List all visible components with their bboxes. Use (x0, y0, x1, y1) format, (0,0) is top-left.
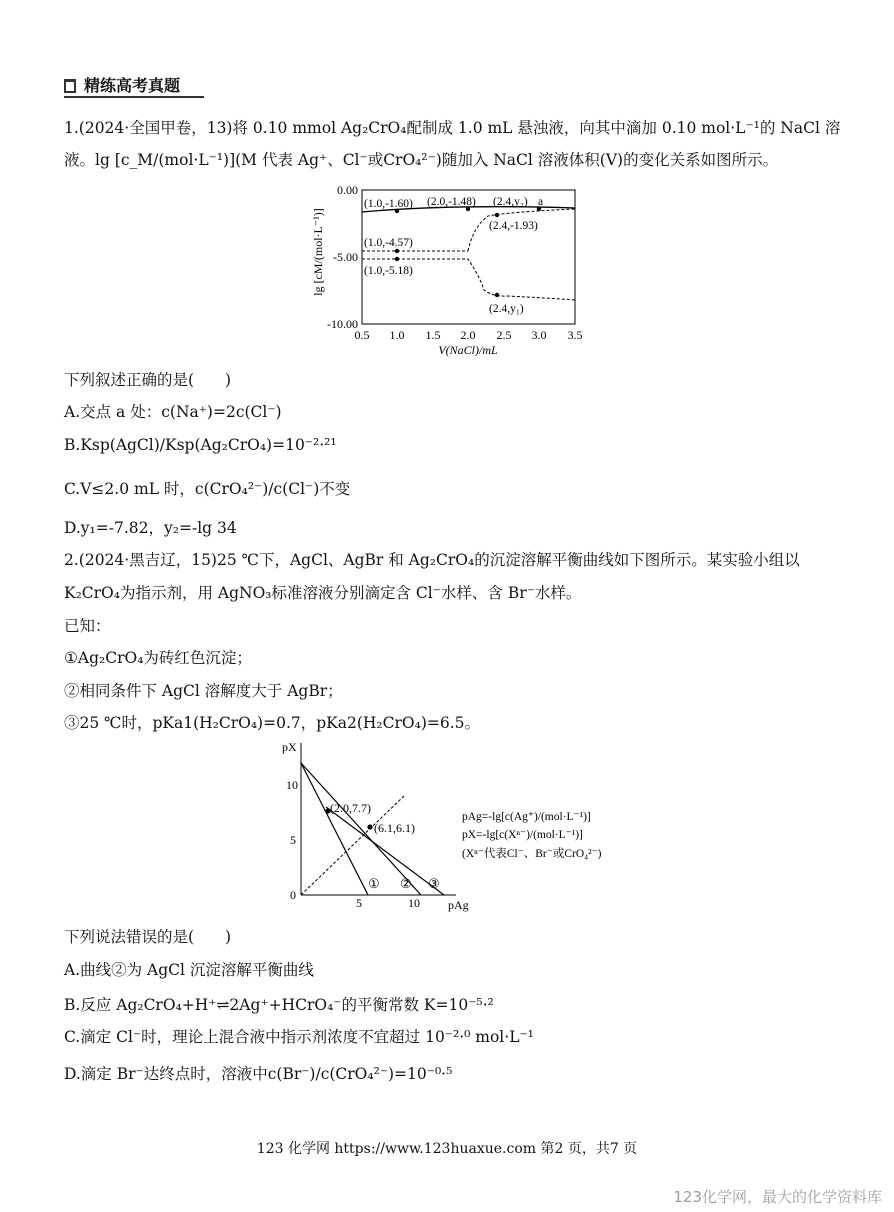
q1-option-a: A.交点 a 处：c(Na⁺)=2c(Cl⁻) (64, 403, 282, 421)
page-footer: 123 化学网 https://www.123huaxue.com 第2 页，共7 页 (256, 1141, 638, 1157)
x-tick: 3.0 (531, 328, 547, 342)
document-icon (64, 79, 76, 93)
q1-option-d: D.y₁=-7.82，y₂=-lg 34 (64, 519, 237, 537)
section-rule (64, 96, 204, 98)
x-tick: 0.5 (354, 328, 370, 342)
curve-label: ① (368, 876, 380, 891)
q1-line2: 液。lg [c_M/(mol·L⁻¹)](M 代表 Ag⁺、Cl⁻或CrO₄²⁻)随加入 NaCl 溶液体积(V)的变化关系如图所示。 (64, 151, 779, 169)
x-axis-label: pAg (448, 898, 469, 912)
y-tick: 0.00 (337, 183, 358, 197)
q1-line1: 1.(2024·全国甲卷，13)将 0.10 mmol Ag₂CrO₄配制成 1.0 mL 悬浊液，向其中滴加 0.10 mol·L⁻¹的 NaCl 溶 (64, 119, 841, 137)
q2-option-d: D.滴定 Br⁻达终点时，溶液中c(Br⁻)/c(CrO₄²⁻)=10⁻⁰·⁵ (64, 1065, 453, 1083)
legend-line: pX=-lg[c(Xⁿ⁻)/(mol·L⁻¹)] (462, 829, 583, 841)
x-tick: 2.0 (460, 328, 476, 342)
point-label: (1.0,-4.57) (364, 237, 413, 249)
y-tick: 10 (286, 778, 298, 792)
q1-prompt: 下列叙述正确的是( ) (64, 371, 232, 389)
q1-option-c: C.V≤2.0 mL 时，c(CrO₄²⁻)/c(Cl⁻)不变 (64, 480, 351, 498)
point-label: (1.0,-1.60) (364, 198, 413, 210)
x-tick: 1.5 (425, 328, 441, 342)
point-label: (2.4,y₂) (493, 196, 528, 208)
legend-line: pAg=-lg[c(Ag⁺)/(mol·L⁻¹)] (462, 811, 591, 823)
chart-1 (308, 182, 598, 364)
y-tick: 5 (290, 833, 296, 847)
point-label: (2.4,y₁) (489, 303, 524, 315)
q2-line1: 2.(2024·黑吉辽，15)25 ℃下，AgCl、AgBr 和 Ag₂CrO₄的沉淀溶解平衡曲线如下图所示。某实验小组以 (64, 551, 800, 569)
curve-label: ③ (428, 876, 440, 891)
data-point (395, 249, 399, 253)
curve-1 (301, 763, 368, 895)
q1-option-b: B.Ksp(AgCl)/Ksp(Ag₂CrO₄)=10⁻²·²¹ (64, 436, 337, 454)
point-label: (6.1,6.1) (374, 821, 415, 835)
point-label: (2.4,-1.93) (489, 220, 538, 232)
point-label: (2.0,-1.48) (427, 196, 476, 208)
point-label: (2.0,7.7) (330, 801, 371, 815)
x-axis-label: V(NaCl)/mL (438, 343, 498, 357)
y-tick: 0 (290, 888, 296, 902)
q2-option-b: B.反应 Ag₂CrO₄+H⁺⇌2Ag⁺+HCrO₄⁻的平衡常数 K=10⁻⁵·² (64, 996, 494, 1014)
q2-option-c: C.滴定 Cl⁻时，理论上混合液中指示剂浓度不宜超过 10⁻²·⁰ mol·L⁻¹ (64, 1028, 534, 1046)
x-tick: 2.5 (496, 328, 512, 342)
legend-line: (Xⁿ⁻代表Cl⁻、Br⁻或CrO₄²⁻) (462, 848, 602, 860)
data-point (495, 293, 499, 297)
chart-2 (276, 733, 636, 915)
q2-known: 已知： (64, 617, 111, 635)
q2-line2: K₂CrO₄为指示剂，用 AgNO₃标准溶液分别滴定含 Cl⁻水样、含 Br⁻水样。 (64, 584, 582, 602)
q2-prompt: 下列说法错误的是( ) (64, 928, 232, 946)
y-axis-label: lg [cM/(mol·L⁻¹)] (311, 208, 325, 296)
y-tick: -10.00 (327, 317, 358, 331)
y-axis-label: pX (282, 740, 297, 754)
data-point (367, 824, 372, 829)
y-tick: -5.00 (333, 250, 358, 264)
q2-known-3: ③25 ℃时，pKa1(H₂CrO₄)=0.7，pKa2(H₂CrO₄)=6.5。 (64, 714, 481, 732)
x-tick: 10 (408, 896, 420, 910)
q2-known-1: ①Ag₂CrO₄为砖红色沉淀； (64, 649, 252, 667)
x-tick: 1.0 (389, 328, 405, 342)
section-title: 精练高考真题 (64, 73, 180, 96)
curve-label: ② (400, 876, 412, 891)
q2-option-a: A.曲线②为 AgCl 沉淀溶解平衡曲线 (64, 961, 314, 979)
q2-known-2: ②相同条件下 AgCl 溶解度大于 AgBr； (64, 682, 343, 700)
point-label: (1.0,-5.18) (364, 265, 413, 277)
brand-watermark: 123化学网，最大的化学资料库 (673, 1188, 882, 1206)
intersection-label: a (538, 196, 544, 208)
data-point (495, 213, 499, 217)
data-point (395, 257, 399, 261)
x-tick: 5 (356, 896, 362, 910)
x-tick: 3.5 (567, 328, 583, 342)
